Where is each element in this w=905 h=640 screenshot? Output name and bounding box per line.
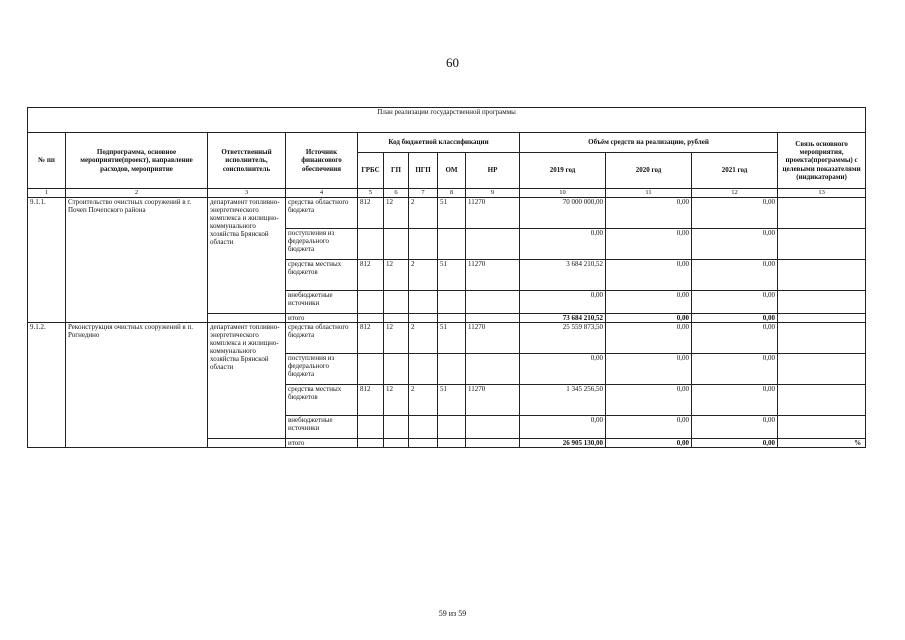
column-number: 11 [606, 189, 692, 198]
total-2020: 0,00 [606, 439, 692, 448]
total-2020: 0,00 [606, 314, 692, 323]
total-label: итого [286, 439, 358, 448]
indicator-link [778, 260, 866, 291]
funding-source: средства областного бюджета [286, 198, 358, 229]
page-footer: 59 из 59 [438, 609, 467, 618]
pgp-code [409, 229, 438, 260]
column-number: 4 [286, 189, 358, 198]
indicator-link [778, 385, 866, 416]
entry-number: 9.1.2. [28, 323, 66, 448]
amount-2020: 0,00 [606, 416, 692, 439]
amount-2021: 0,00 [692, 323, 778, 354]
entry-responsible: департамент топливно-энергетического комплекса и жилищно-коммунального хозяйства Брянской области [208, 323, 286, 439]
amount-2019: 1 345 256,50 [520, 385, 606, 416]
nr-code: 11270 [466, 260, 520, 291]
total-label: итого [286, 314, 358, 323]
column-number: 6 [384, 189, 409, 198]
entry-name: Реконструкция очистных сооружений в п. Рогнедино [66, 323, 208, 448]
table-caption: План реализации государственной программы [28, 108, 866, 133]
amount-2021: 0,00 [692, 260, 778, 291]
indicator-link [778, 229, 866, 260]
om-code [438, 229, 466, 260]
amount-2020: 0,00 [606, 198, 692, 229]
indicator-link [778, 416, 866, 439]
column-number: 5 [358, 189, 384, 198]
pgp-code: 2 [409, 385, 438, 416]
column-number: 2 [66, 189, 208, 198]
header-source: Источник финансового обеспечения [286, 133, 358, 189]
table-row [28, 323, 866, 354]
om-code [438, 416, 466, 439]
amount-2020: 0,00 [606, 385, 692, 416]
amount-2021: 0,00 [692, 385, 778, 416]
gp-code: 12 [384, 385, 409, 416]
nr-code [466, 354, 520, 385]
amount-2021: 0,00 [692, 354, 778, 385]
amount-2019: 25 559 873,50 [520, 323, 606, 354]
grbs-code [358, 416, 384, 439]
gp-code [384, 416, 409, 439]
om-code: 51 [438, 323, 466, 354]
grbs-code [358, 314, 384, 323]
nr-code [466, 314, 520, 323]
column-number: 7 [409, 189, 438, 198]
header-2021: 2021 год [692, 153, 778, 189]
header-num: № пп [28, 133, 66, 189]
amount-2019: 70 000 000,00 [520, 198, 606, 229]
gp-code [384, 229, 409, 260]
header-grbs: ГРБС [358, 153, 384, 189]
amount-2020: 0,00 [606, 354, 692, 385]
indicator-link [778, 354, 866, 385]
pgp-code [409, 291, 438, 314]
om-code [438, 291, 466, 314]
plan-table [27, 107, 866, 448]
total-2021: 0,00 [692, 439, 778, 448]
amount-2019: 3 684 210,52 [520, 260, 606, 291]
total-2019: 73 684 210,52 [520, 314, 606, 323]
pgp-code: 2 [409, 260, 438, 291]
amount-2019: 0,00 [520, 291, 606, 314]
grbs-code [358, 229, 384, 260]
header-2019: 2019 год [520, 153, 606, 189]
nr-code: 11270 [466, 198, 520, 229]
gp-code [384, 291, 409, 314]
handwritten-mark: % [854, 439, 862, 447]
header-2020: 2020 год [606, 153, 692, 189]
header-link: Связь основного мероприятия, проекта(программы) с целевыми показателями (индикаторами) [778, 133, 866, 189]
nr-code: 11270 [466, 323, 520, 354]
indicator-link [778, 323, 866, 354]
om-code: 51 [438, 260, 466, 291]
header-nr: НР [466, 153, 520, 189]
column-number: 10 [520, 189, 606, 198]
om-code: 51 [438, 385, 466, 416]
pgp-code: 2 [409, 323, 438, 354]
amount-2019: 0,00 [520, 229, 606, 260]
grbs-code [358, 291, 384, 314]
nr-code [466, 291, 520, 314]
page-number: 60 [446, 55, 459, 70]
pgp-code [409, 314, 438, 323]
header-funds: Объём средств на реализацию, рублей [520, 133, 778, 153]
amount-2021: 0,00 [692, 229, 778, 260]
empty-cell [208, 314, 286, 323]
header-om: ОМ [438, 153, 466, 189]
amount-2020: 0,00 [606, 291, 692, 314]
column-number: 13 [778, 189, 866, 198]
table-row [28, 198, 866, 229]
gp-code [384, 314, 409, 323]
grbs-code: 812 [358, 198, 384, 229]
indicator-link [778, 439, 866, 448]
grbs-code: 812 [358, 260, 384, 291]
indicator-link [778, 291, 866, 314]
funding-source: поступления из федерального бюджета [286, 354, 358, 385]
nr-code [466, 229, 520, 260]
pgp-code [409, 416, 438, 439]
indicator-link [778, 314, 866, 323]
header-gp: ГП [384, 153, 409, 189]
total-2021: 0,00 [692, 314, 778, 323]
empty-cell [208, 439, 286, 448]
funding-source: внебюджетные источники [286, 291, 358, 314]
om-code: 51 [438, 198, 466, 229]
total-2019: 26 905 130,00 [520, 439, 606, 448]
entry-responsible: департамент топливно-энергетического комплекса и жилищно-коммунального хозяйства Брянской области [208, 198, 286, 314]
entry-name: Строительство очистных сооружений в г. Почеп Почепского района [66, 198, 208, 323]
header-pgp: ПГП [409, 153, 438, 189]
funding-source: поступления из федерального бюджета [286, 229, 358, 260]
header-subprogram: Подпрограмма, основное мероприятие(проект), направление расходов, мероприятие [66, 133, 208, 189]
grbs-code: 812 [358, 385, 384, 416]
column-number: 8 [438, 189, 466, 198]
amount-2019: 0,00 [520, 354, 606, 385]
gp-code: 12 [384, 260, 409, 291]
grbs-code [358, 354, 384, 385]
nr-code [466, 439, 520, 448]
gp-code: 12 [384, 323, 409, 354]
om-code [438, 354, 466, 385]
om-code [438, 314, 466, 323]
amount-2021: 0,00 [692, 198, 778, 229]
amount-2020: 0,00 [606, 323, 692, 354]
indicator-link [778, 198, 866, 229]
funding-source: внебюджетные источники [286, 416, 358, 439]
column-number: 12 [692, 189, 778, 198]
gp-code: 12 [384, 198, 409, 229]
funding-source: средства областного бюджета [286, 323, 358, 354]
column-number: 9 [466, 189, 520, 198]
funding-source: средства местных бюджетов [286, 260, 358, 291]
gp-code [384, 439, 409, 448]
amount-2021: 0,00 [692, 416, 778, 439]
pgp-code [409, 439, 438, 448]
grbs-code: 812 [358, 323, 384, 354]
pgp-code [409, 354, 438, 385]
nr-code [466, 416, 520, 439]
header-responsible: Ответственный исполнитель, соисполнитель [208, 133, 286, 189]
om-code [438, 439, 466, 448]
nr-code: 11270 [466, 385, 520, 416]
grbs-code [358, 439, 384, 448]
column-number: 1 [28, 189, 66, 198]
amount-2019: 0,00 [520, 416, 606, 439]
amount-2021: 0,00 [692, 291, 778, 314]
header-budget-code: Код бюджетной классификации [358, 133, 520, 153]
amount-2020: 0,00 [606, 260, 692, 291]
entry-number: 9.1.1. [28, 198, 66, 323]
column-number: 3 [208, 189, 286, 198]
amount-2020: 0,00 [606, 229, 692, 260]
column-number-row [28, 189, 866, 198]
pgp-code: 2 [409, 198, 438, 229]
gp-code [384, 354, 409, 385]
funding-source: средства местных бюджетов [286, 385, 358, 416]
